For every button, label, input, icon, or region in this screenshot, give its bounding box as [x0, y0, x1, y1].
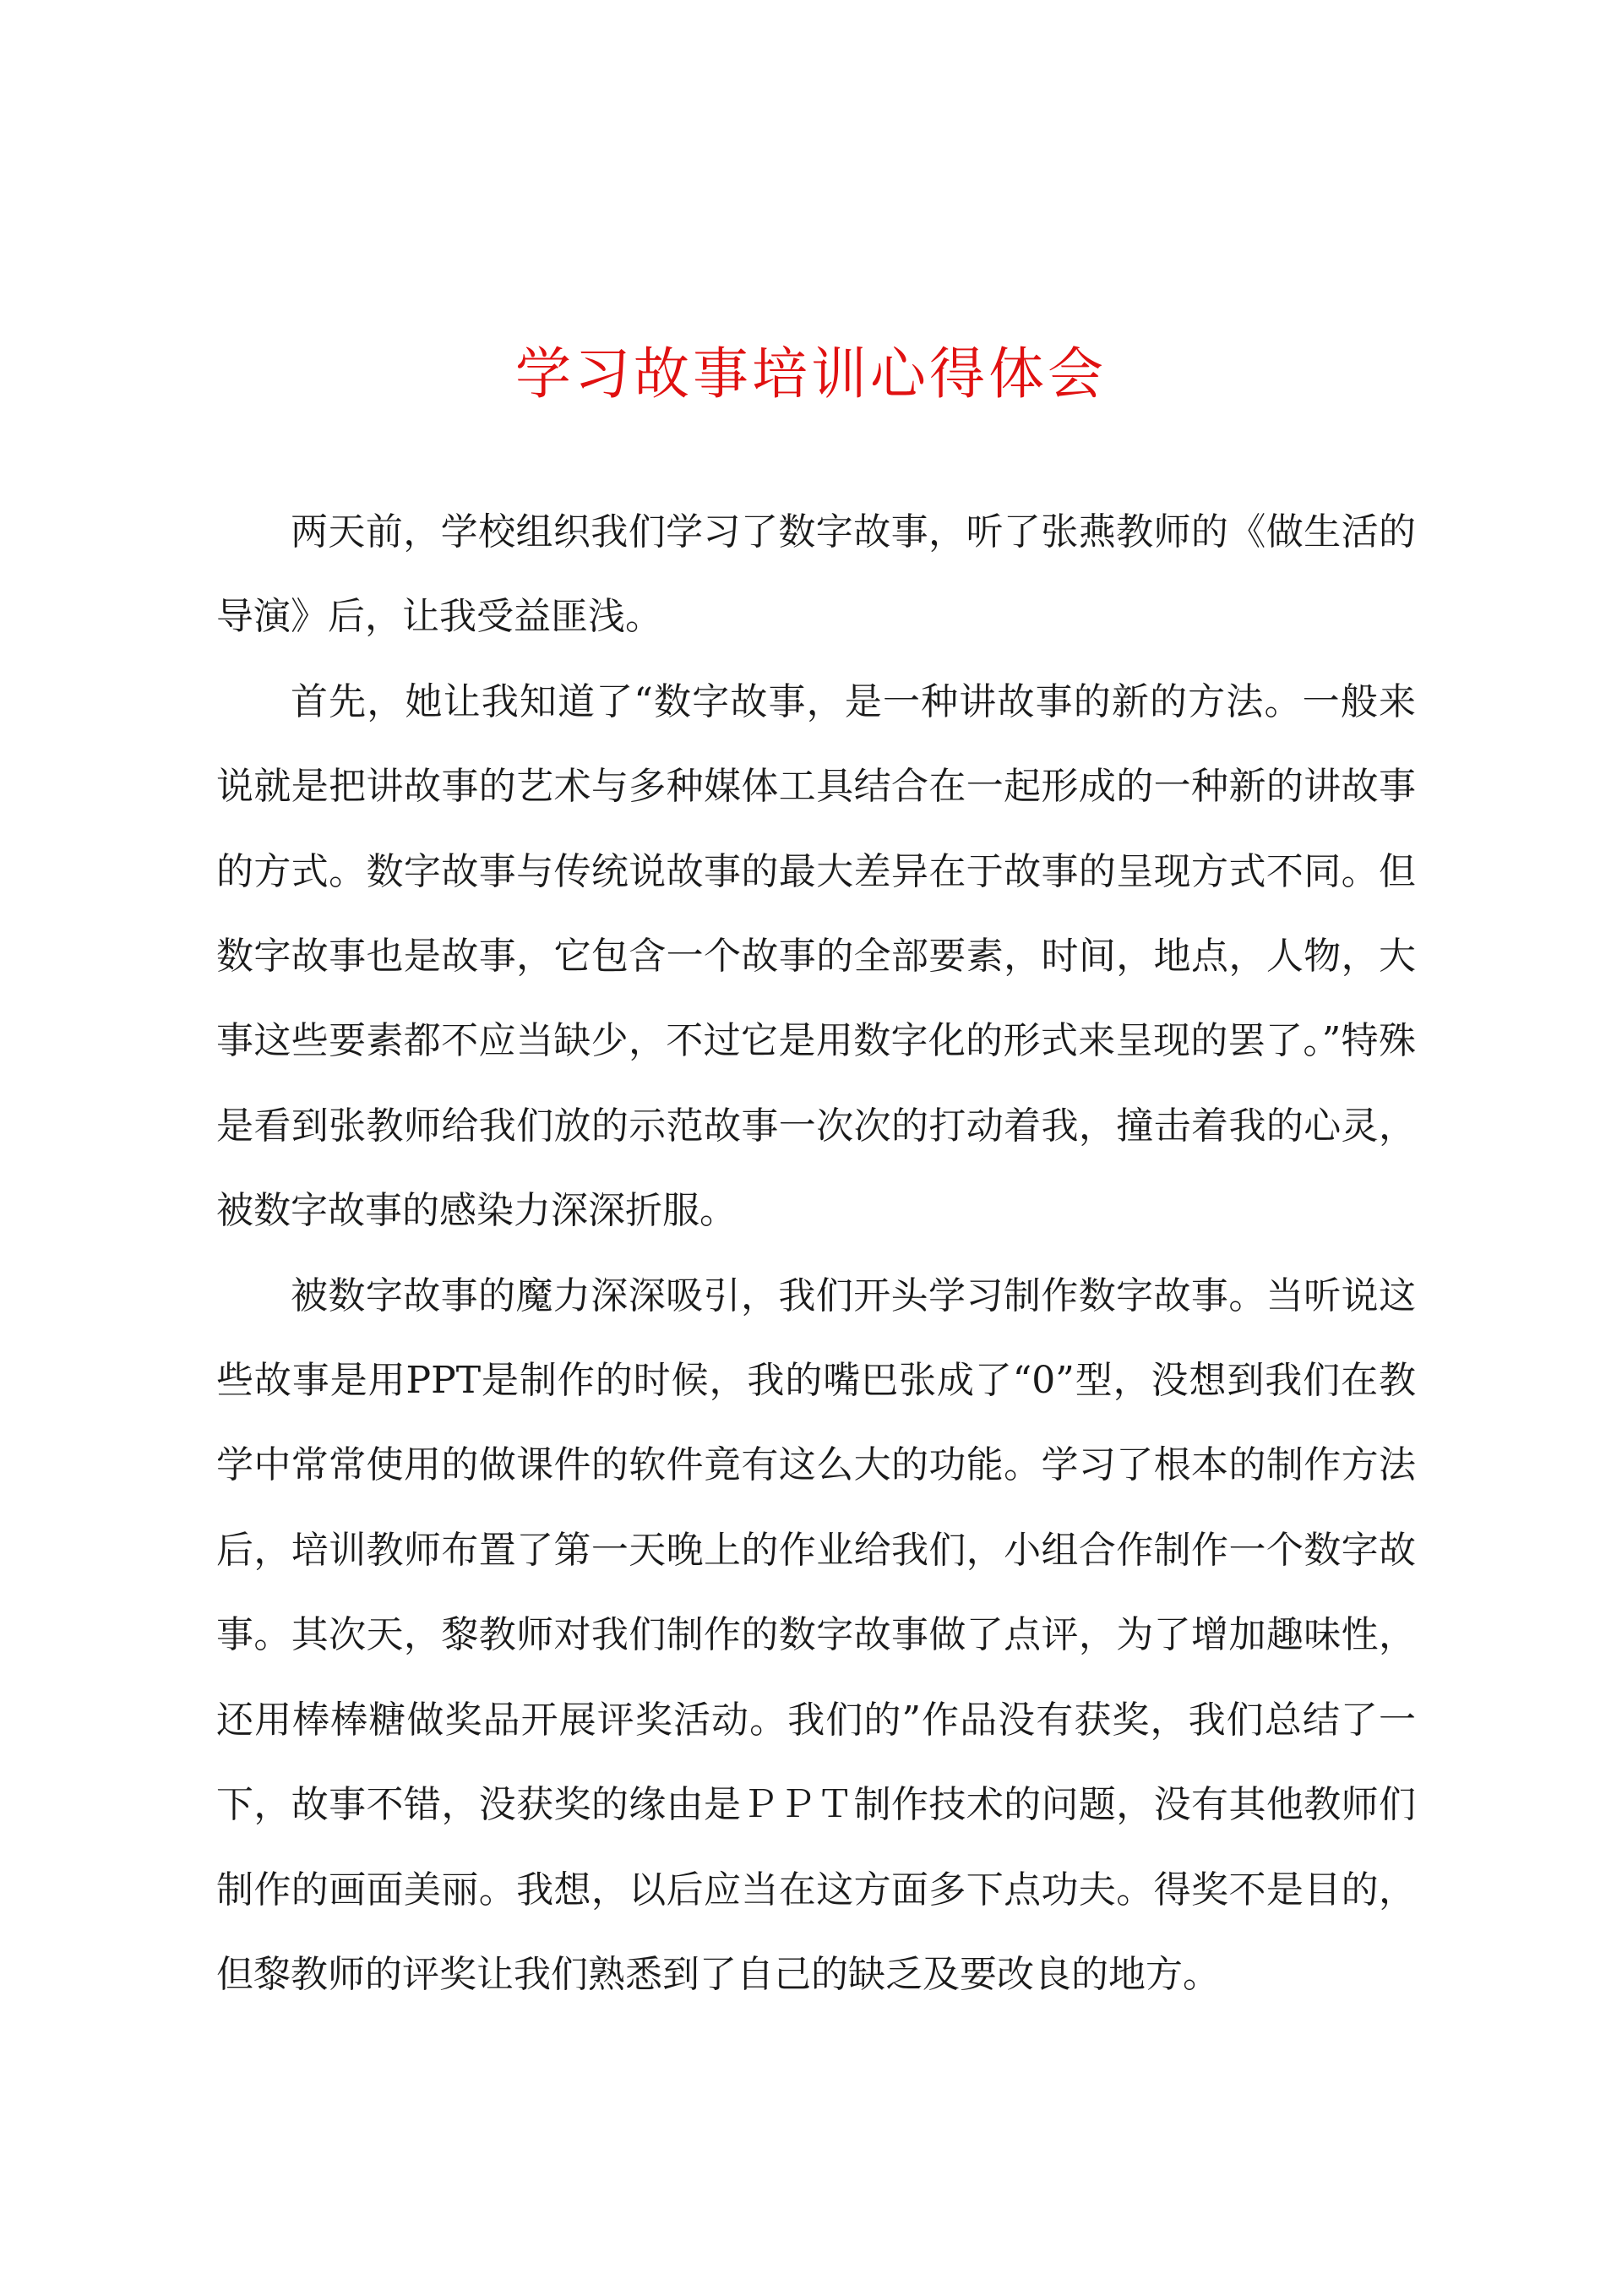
document-title: 学习故事培训心得体会	[515, 341, 1107, 406]
paragraph: 首先，她让我知道了“数字故事，是一种讲故事的新的方法。一般来说就是把讲故事的艺术与多种媒体工具结合在一起形成的一种新的讲故事的方式。数字故事与传统说故事的最大差异在于故事的呈现方式不同。但数字故事也是故事，它包含一个故事的全部要素，时间，地点，人物，大事这些要素都不应当缺少，不过它是用数字化的形式来呈现的罢了。”特殊是看到张教师给我们放的示范故事一次次的打动着我，撞击着我的心灵，被数字故事的感染力深深折服。	[216, 679, 1416, 1233]
document-body	[216, 490, 1416, 2017]
paragraph: 被数字故事的魔力深深吸引，我们开头学习制作数字故事。当听说这些故事是用PPT是制作的时候，我的嘴巴张成了“0”型，没想到我们在教学中常常使用的做课件的软件竟有这么大的功能。学习了根本的制作方法后，培训教师布置了第一天晚上的作业给我们，小组合作制作一个数字故事。其次天，黎教师对我们制作的数字故事做了点评，为了增加趣味性，还用棒棒糖做奖品开展评奖活动。我们的”作品没有获奖，我们总结了一下，故事不错，没获奖的缘由是ＰＰＴ制作技术的问题，没有其他教师们制作的画面美丽。我想，以后应当在这方面多下点功夫。得奖不是目的，但黎教师的评奖让我们熟悉到了自己的缺乏及要改良的地方。	[216, 1273, 1416, 1996]
paragraph: 两天前，学校组织我们学习了数字故事，听了张燕教师的《做生活的导演》后，让我受益匪浅。	[216, 510, 1416, 639]
